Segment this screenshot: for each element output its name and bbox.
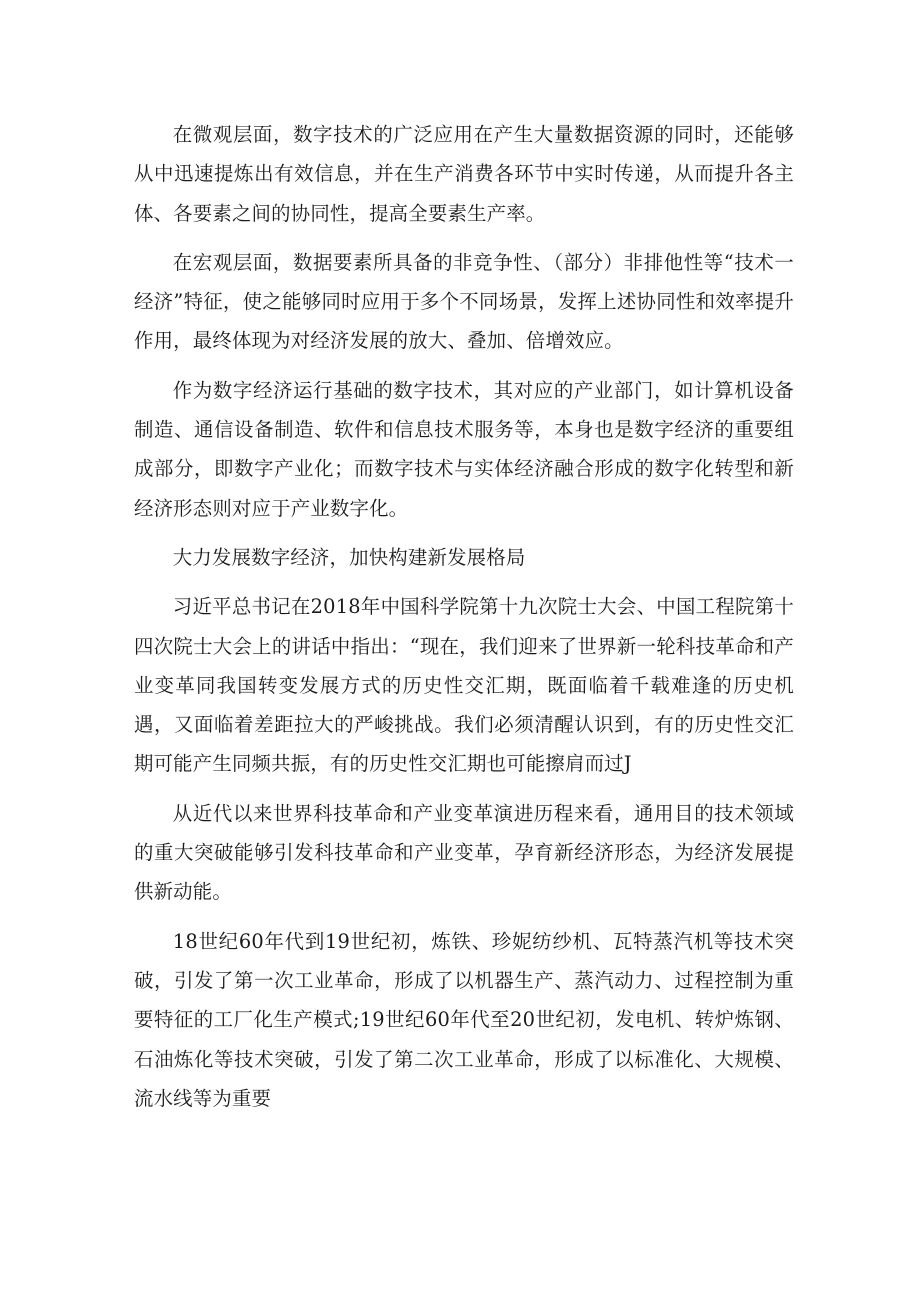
paragraph-macro-level: 在宏观层面，数据要素所具备的非竞争性、（部分）非排他性等“技术一经济”特征，使之能够同时应用于多个不同场景，发挥上述协同性和效率提升作用，最终体现为对经济发展的放大、叠加、倍增效应。 bbox=[134, 250, 794, 353]
paragraph-speech-quote: 习近平总书记在2018年中国科学院第十九次院士大会、中国工程院第十四次院士大会上的讲话中指出：“现在，我们迎来了世界新一轮科技革命和产业变革同我国转变发展方式的历史性交汇期，既面临着千载难逢的历史机遇，又面临着差距拉大的严峻挑战。我们必须清醒认识到，有的历史性交汇期可能产生同频共振，有的历史性交汇期也可能擦肩而过J bbox=[134, 595, 794, 776]
paragraph-micro-level: 在微观层面，数字技术的广泛应用在产生大量数据资源的同时，还能够从中迅速提炼出有效信息，并在生产消费各环节中实时传递，从而提升各主体、各要素之间的协同性，提高全要素生产率。 bbox=[134, 123, 794, 225]
paragraph-industrial-history: 18世纪60年代到19世纪初，炼铁、珍妮纺纱机、瓦特蒸汽机等技术突破，引发了第一次工业革命，形成了以机器生产、蒸汽动力、过程控制为重要特征的工厂化生产模式;19世纪60年代至20世纪初，发电机、转炉炼钢、石油炼化等技术突破，引发了第二次工业革命，形成了以标准化、大规模、流水线等为重要 bbox=[134, 929, 794, 1110]
paragraph-digital-industry: 作为数字经济运行基础的数字技术，其对应的产业部门，如计算机设备制造、通信设备制造、软件和信息技术服务等，本身也是数字经济的重要组成部分，即数字产业化；而数字技术与实体经济融合形成的数字化转型和新经济形态则对应于产业数字化。 bbox=[134, 378, 794, 520]
section-heading: 大力发展数字经济，加快构建新发展格局 bbox=[172, 545, 526, 569]
paragraph-tech-revolution: 从近代以来世界科技革命和产业变革演进历程来看，通用目的技术领域的重大突破能够引发科技革命和产业变革，孕育新经济形态，为经济发展提供新动能。 bbox=[134, 801, 794, 904]
